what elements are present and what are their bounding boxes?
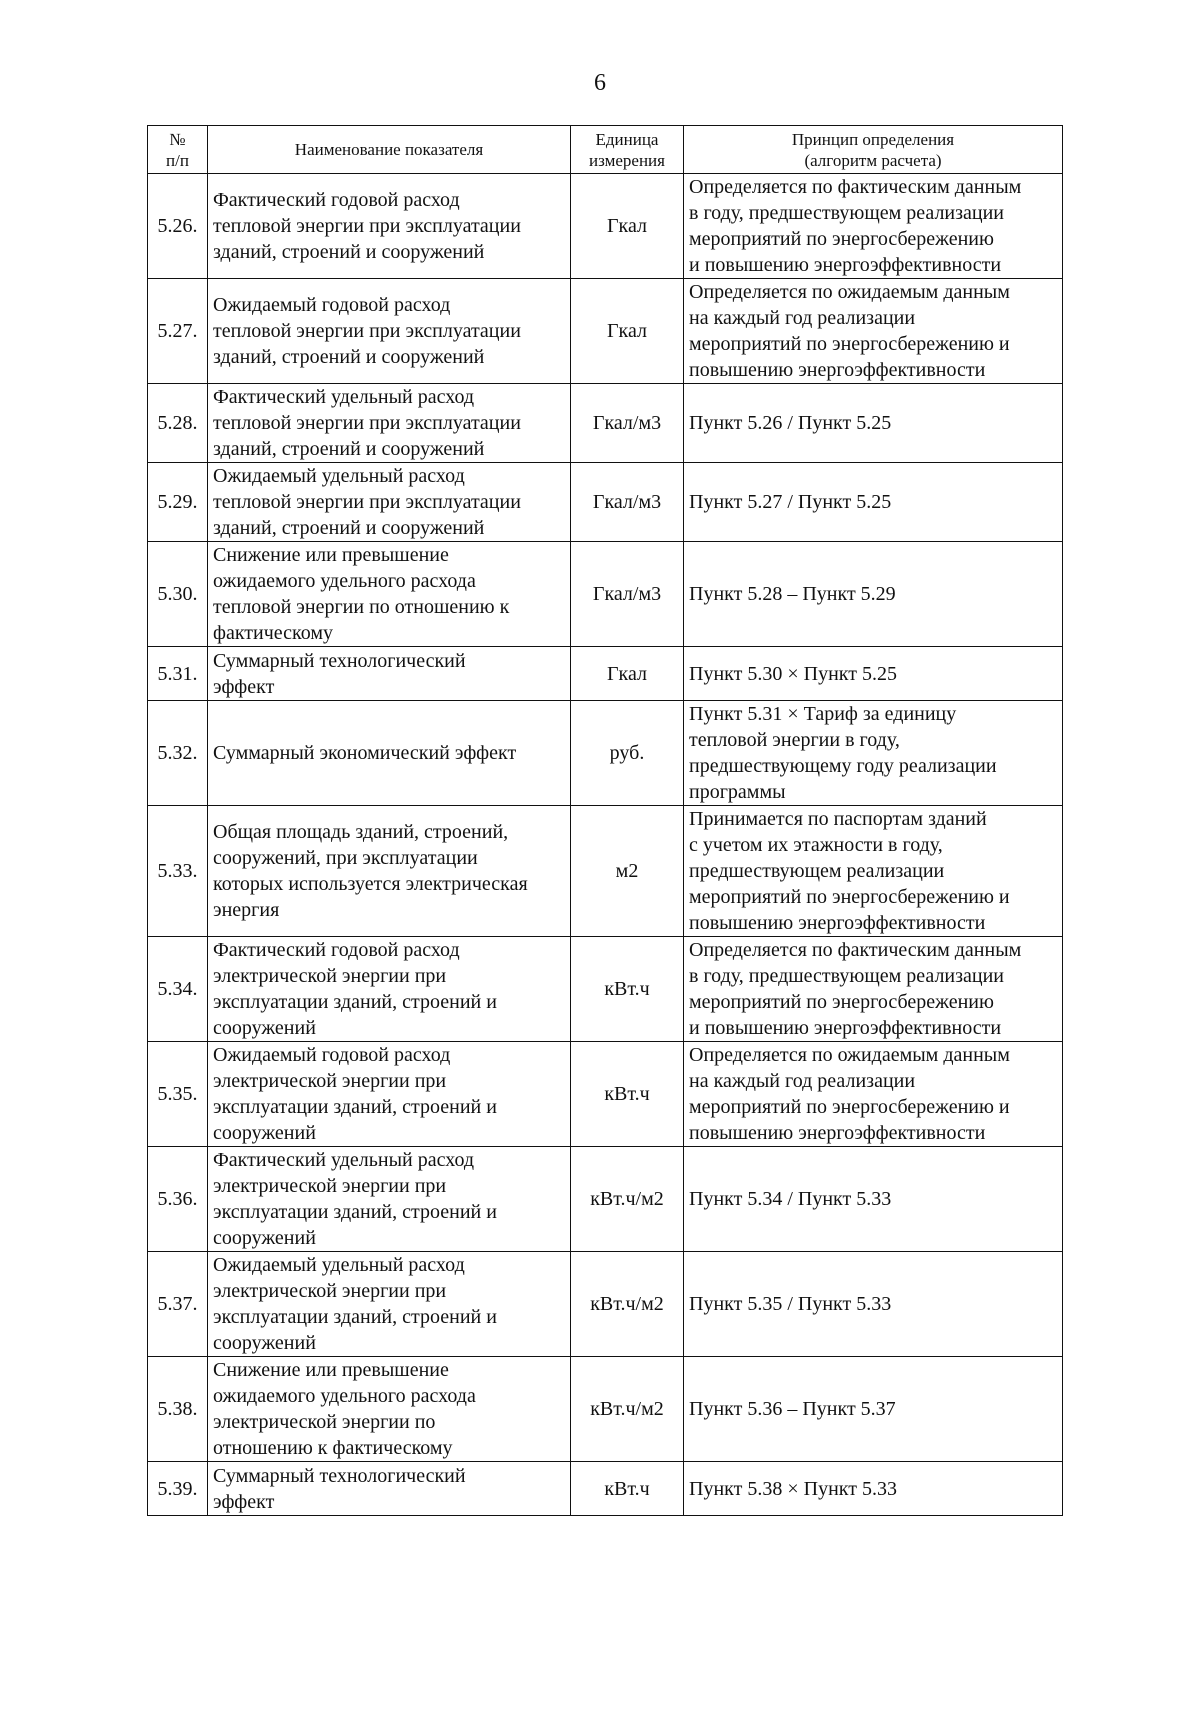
header-name: Наименование показателя bbox=[208, 126, 571, 174]
row-unit: кВт.ч bbox=[571, 1042, 684, 1147]
row-rule: Пункт 5.35 / Пункт 5.33 bbox=[684, 1252, 1063, 1357]
row-num: 5.37. bbox=[148, 1252, 208, 1357]
row-unit: руб. bbox=[571, 701, 684, 806]
row-name: Ожидаемый удельный расход тепловой энергии при эксплуатации зданий, строений и сооружений bbox=[208, 463, 571, 542]
row-unit: Гкал bbox=[571, 174, 684, 279]
row-name: Суммарный технологический эффект bbox=[208, 1462, 571, 1516]
row-unit: Гкал/м3 bbox=[571, 384, 684, 463]
row-num: 5.32. bbox=[148, 701, 208, 806]
row-unit: Гкал/м3 bbox=[571, 463, 684, 542]
row-name: Суммарный технологический эффект bbox=[208, 647, 571, 701]
row-rule: Определяется по фактическим данным в году, предшествующем реализации мероприятий по энергосбережению и повышению энергоэффективности bbox=[684, 174, 1063, 279]
row-num: 5.31. bbox=[148, 647, 208, 701]
table-row bbox=[148, 279, 1063, 384]
row-name: Ожидаемый удельный расход электрической энергии при эксплуатации зданий, строений и сооружений bbox=[208, 1252, 571, 1357]
row-rule: Определяется по ожидаемым данным на каждый год реализации мероприятий по энергосбережению и повышению энергоэффективности bbox=[684, 1042, 1063, 1147]
indicators-table bbox=[147, 125, 1063, 1516]
header-unit: Единица измерения bbox=[571, 126, 684, 174]
row-unit: кВт.ч/м2 bbox=[571, 1147, 684, 1252]
table-row bbox=[148, 1042, 1063, 1147]
table-row bbox=[148, 1357, 1063, 1462]
row-unit: Гкал bbox=[571, 647, 684, 701]
row-num: 5.35. bbox=[148, 1042, 208, 1147]
row-rule: Принимается по паспортам зданий с учетом их этажности в году, предшествующем реализации мероприятий по энергосбережению и повышению энергоэффективности bbox=[684, 806, 1063, 937]
table-row bbox=[148, 174, 1063, 279]
table-row bbox=[148, 647, 1063, 701]
table-row bbox=[148, 542, 1063, 647]
table-row bbox=[148, 1252, 1063, 1357]
row-unit: кВт.ч/м2 bbox=[571, 1252, 684, 1357]
row-unit: Гкал bbox=[571, 279, 684, 384]
row-name: Общая площадь зданий, строений, сооружений, при эксплуатации которых используется электрическая энергия bbox=[208, 806, 571, 937]
row-name: Снижение или превышение ожидаемого удельного расхода тепловой энергии по отношению к фактическому bbox=[208, 542, 571, 647]
row-unit: кВт.ч bbox=[571, 937, 684, 1042]
row-num: 5.36. bbox=[148, 1147, 208, 1252]
row-num: 5.27. bbox=[148, 279, 208, 384]
row-unit: Гкал/м3 bbox=[571, 542, 684, 647]
row-rule: Пункт 5.30 × Пункт 5.25 bbox=[684, 647, 1063, 701]
table-row bbox=[148, 384, 1063, 463]
row-num: 5.38. bbox=[148, 1357, 208, 1462]
row-num: 5.26. bbox=[148, 174, 208, 279]
page-number: 6 bbox=[594, 70, 606, 96]
table-row bbox=[148, 1462, 1063, 1516]
row-name: Фактический удельный расход тепловой энергии при эксплуатации зданий, строений и сооружений bbox=[208, 384, 571, 463]
row-name: Ожидаемый годовой расход электрической энергии при эксплуатации зданий, строений и сооружений bbox=[208, 1042, 571, 1147]
header-num: № п/п bbox=[148, 126, 208, 174]
row-name: Суммарный экономический эффект bbox=[208, 701, 571, 806]
table-row bbox=[148, 806, 1063, 937]
row-unit: м2 bbox=[571, 806, 684, 937]
row-rule: Пункт 5.38 × Пункт 5.33 bbox=[684, 1462, 1063, 1516]
row-rule: Определяется по фактическим данным в году, предшествующем реализации мероприятий по энергосбережению и повышению энергоэффективности bbox=[684, 937, 1063, 1042]
row-unit: кВт.ч/м2 bbox=[571, 1357, 684, 1462]
table-header-row bbox=[148, 126, 1063, 174]
row-name: Снижение или превышение ожидаемого удельного расхода электрической энергии по отношению к фактическому bbox=[208, 1357, 571, 1462]
header-rule: Принцип определения (алгоритм расчета) bbox=[684, 126, 1063, 174]
row-num: 5.30. bbox=[148, 542, 208, 647]
row-rule: Пункт 5.26 / Пункт 5.25 bbox=[684, 384, 1063, 463]
table-row bbox=[148, 701, 1063, 806]
row-name: Фактический годовой расход тепловой энергии при эксплуатации зданий, строений и сооружений bbox=[208, 174, 571, 279]
row-num: 5.34. bbox=[148, 937, 208, 1042]
row-num: 5.33. bbox=[148, 806, 208, 937]
row-rule: Пункт 5.28 – Пункт 5.29 bbox=[684, 542, 1063, 647]
row-num: 5.28. bbox=[148, 384, 208, 463]
row-unit: кВт.ч bbox=[571, 1462, 684, 1516]
table-row bbox=[148, 1147, 1063, 1252]
row-num: 5.29. bbox=[148, 463, 208, 542]
row-rule: Пункт 5.34 / Пункт 5.33 bbox=[684, 1147, 1063, 1252]
table-row bbox=[148, 937, 1063, 1042]
row-num: 5.39. bbox=[148, 1462, 208, 1516]
table-row bbox=[148, 463, 1063, 542]
row-rule: Пункт 5.27 / Пункт 5.25 bbox=[684, 463, 1063, 542]
row-rule: Пункт 5.36 – Пункт 5.37 bbox=[684, 1357, 1063, 1462]
row-name: Фактический годовой расход электрической энергии при эксплуатации зданий, строений и сооружений bbox=[208, 937, 571, 1042]
row-rule: Определяется по ожидаемым данным на каждый год реализации мероприятий по энергосбережению и повышению энергоэффективности bbox=[684, 279, 1063, 384]
row-rule: Пункт 5.31 × Тариф за единицу тепловой энергии в году, предшествующему году реализации программы bbox=[684, 701, 1063, 806]
row-name: Ожидаемый годовой расход тепловой энергии при эксплуатации зданий, строений и сооружений bbox=[208, 279, 571, 384]
row-name: Фактический удельный расход электрической энергии при эксплуатации зданий, строений и сооружений bbox=[208, 1147, 571, 1252]
